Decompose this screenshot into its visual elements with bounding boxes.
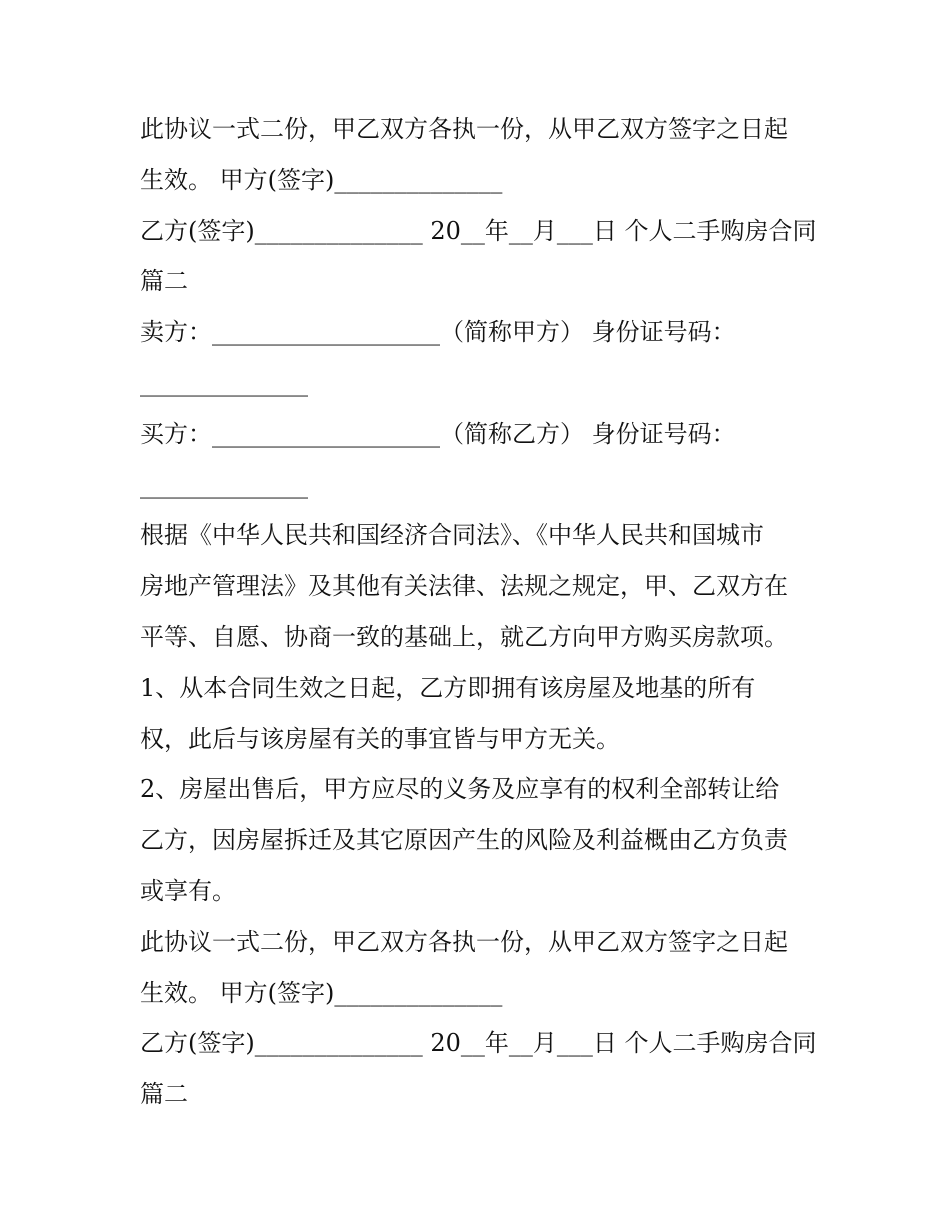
- paragraph-line: 篇二: [140, 1080, 188, 1109]
- paragraph-line: 1、从本合同生效之日起，乙方即拥有该房屋及地基的所有: [140, 673, 756, 702]
- paragraph-line: 篇二: [140, 267, 188, 296]
- paragraph-line: ______________: [140, 470, 308, 499]
- paragraph-line: 此协议一式二份，甲乙双方各执一份，从甲乙双方签字之日起: [140, 115, 788, 143]
- paragraph-line: 乙方(签字)______________ 20__年__月___日 个人二手购房合同: [140, 1029, 817, 1058]
- paragraph-line: 生效。 甲方(签字)______________: [140, 978, 503, 1007]
- paragraph-line: 乙方，因房屋拆迁及其它原因产生的风险及利益概由乙方负责: [140, 826, 788, 855]
- paragraph-line: 平等、自愿、协商一致的基础上，就乙方向甲方购买房款项。: [140, 622, 788, 651]
- paragraph-line: 根据《中华人民共和国经济合同法》、《中华人民共和国城市: [140, 521, 764, 550]
- paragraph-line: 2、房屋出售后，甲方应尽的义务及应享有的权利全部转让给: [140, 775, 780, 804]
- paragraph-line: 或享有。: [140, 876, 236, 905]
- paragraph-line: 生效。 甲方(签字)______________: [140, 165, 503, 194]
- paragraph-line: 房地产管理法》及其他有关法律、法规之规定，甲、乙双方在: [140, 572, 788, 601]
- document-body: [140, 104, 820, 1120]
- paragraph-line: 乙方(签字)______________ 20__年__月___日 个人二手购房合同: [140, 216, 817, 245]
- paragraph-line: 此协议一式二份，甲乙双方各执一份，从甲乙双方签字之日起: [140, 927, 788, 956]
- paragraph-line: 买方：___________________（简称乙方） 身份证号码：: [140, 419, 736, 448]
- paragraph-line: 权，此后与该房屋有关的事宜皆与甲方无关。: [140, 724, 620, 753]
- paragraph-line: 卖方：___________________（简称甲方） 身份证号码：: [140, 318, 736, 347]
- paragraph-line: ______________: [140, 368, 308, 397]
